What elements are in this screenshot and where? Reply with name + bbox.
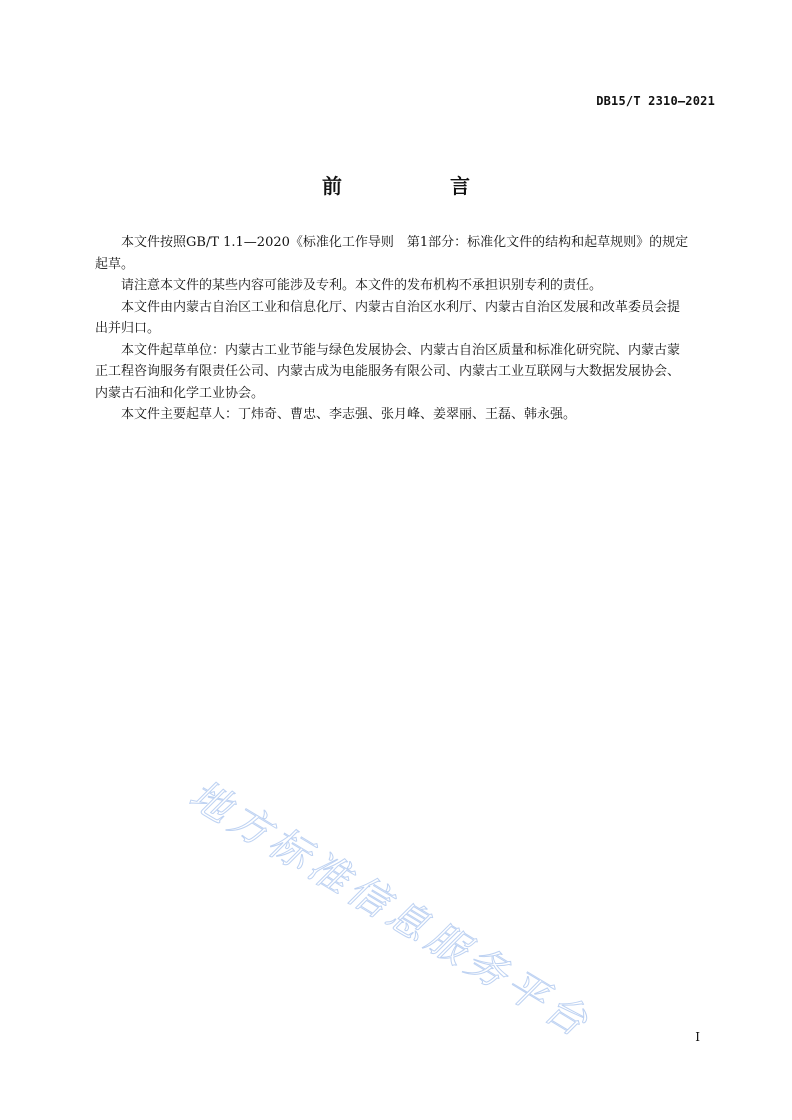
paragraph-line: 出并归口。: [95, 321, 161, 336]
paragraph-line: 本文件由内蒙古自治区工业和信息化厅、内蒙古自治区水利厅、内蒙古自治区发展和改革委员会提: [121, 299, 681, 315]
paragraph-drafting-units: [95, 340, 717, 405]
paragraph-line: 请注意本文件的某些内容可能涉及专利。本文件的发布机构不承担识别专利的责任。: [121, 278, 603, 293]
paragraph-line: 起草。: [95, 256, 135, 272]
paragraph-drafting-standard: [95, 232, 717, 275]
watermark: 地方标准信息服务平台: [181, 771, 600, 1049]
paragraph-line: 正工程咨询服务有限责任公司、内蒙古成为电能服务有限公司、内蒙古工业互联网与大数据发展协会、: [95, 364, 681, 379]
document-body: [95, 232, 717, 426]
page-number: I: [695, 1030, 700, 1044]
paragraph-line: 本文件主要起草人：丁炜奇、曹忠、李志强、张月峰、姜翠丽、王磊、韩永强。: [121, 407, 577, 422]
paragraph-line: 本文件按照GB/T 1.1—2020《标准化工作导则 第1部分：标准化文件的结构和起草规则》的规定: [121, 235, 689, 250]
paragraph-line: 本文件起草单位：内蒙古工业节能与绿色发展协会、内蒙古自治区质量和标准化研究院、内蒙古蒙: [121, 342, 681, 358]
document-code: DB15/T 2310—2021: [596, 94, 715, 108]
paragraph-drafters: [95, 404, 717, 426]
page-title: 前 言: [322, 174, 514, 198]
paragraph-patent-notice: [95, 275, 717, 297]
paragraph-line: 内蒙古石油和化学工业协会。: [95, 385, 265, 401]
paragraph-proposer: [95, 297, 717, 340]
